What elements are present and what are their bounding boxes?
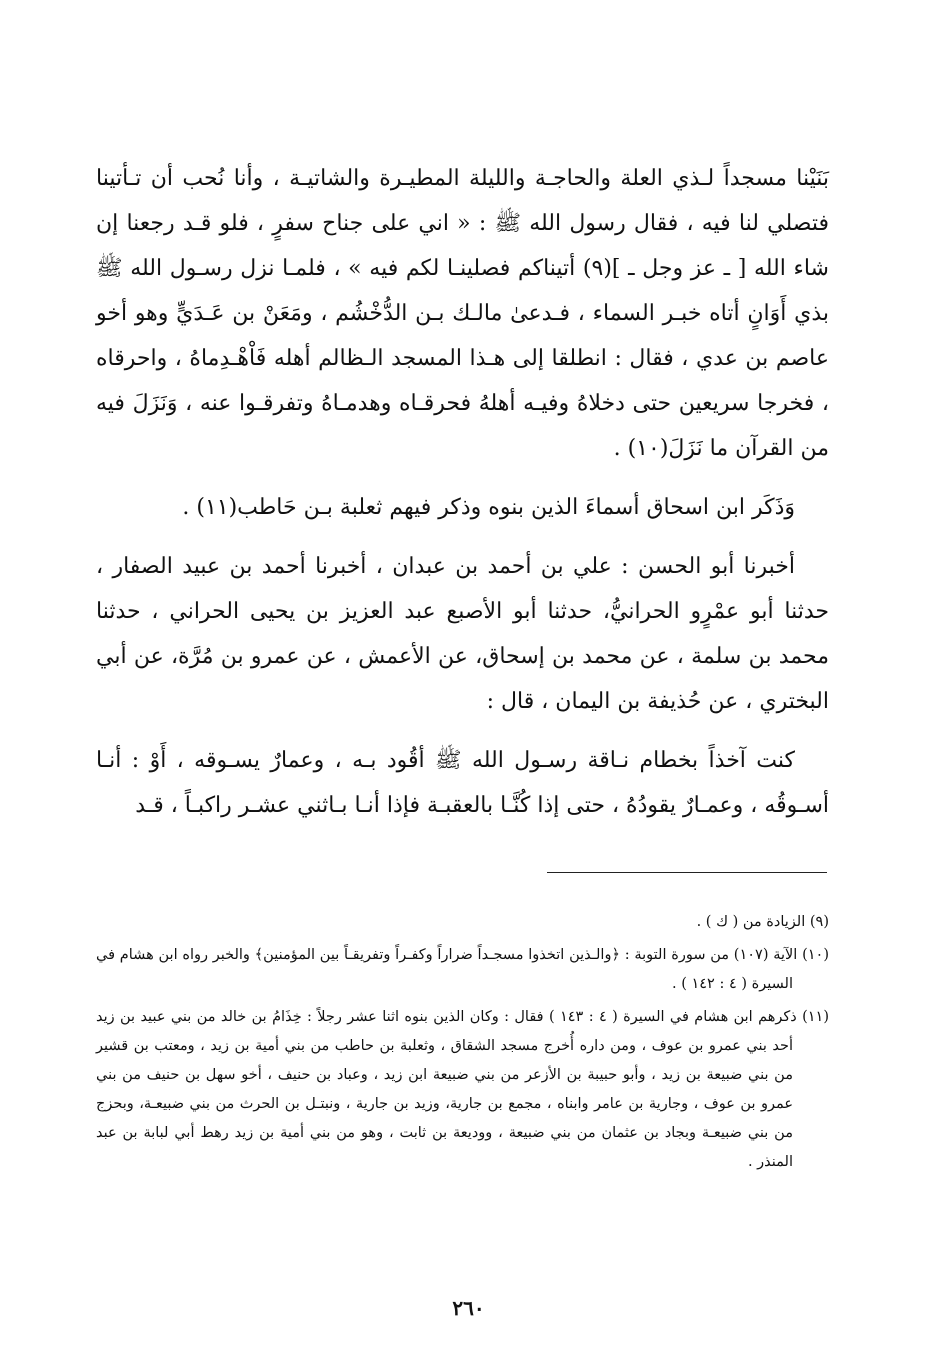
footnotes: [96, 908, 829, 1177]
paragraph-1: بَنَيْنا مسجداً لـذي العلة والحاجـة والليلة المطيـرة والشاتيـة ، وأنا نُحب أن تـأتينا فتصلي لنا فيه ، فقال رسول الله ﷺ : « اني على جناح سفرٍ ، فلو قـد رجعنا إن شاء الله [ ـ عز وجل ـ ](٩) أتيناكم فصلينـا لكم فيه » ، فلمـا نزل رسـول الله ﷺ بذي أَوَانٍ أتاه خبـر السماء ، فـدعىٰ مالـك بـن الدُّخْشُم ، ومَعَنْ بن عَـدَيٍّ وهو أخو عاصم بن عدي ، فقال : انطلقا إلى هـذا المسجد الـظالم أهله فَاْهْـدِماهُ ، واحرقاه ، فخرجا سريعين حتى دخلاهُ وفيـه أهلهُ فحرقـاه وهدمـاهُ وتفرقـوا عنه ، وَنَزَلَ فيه من القرآن ما نَزَلَ(١٠) .: [96, 166, 829, 461]
paragraph-4: كنت آخذاً بخطام نـاقة رسـول الله ﷺ أقُود بـه ، وعمارٌ يسـوقه ، أَوْ : أنـا أسـوقُه ، وعمـارٌ يقودُهُ ، حتى إذا كُنَّـا بالعقبـة فإذا أنـا بـاثني عشـر راكبـاً ، قـد: [96, 748, 829, 818]
paragraph-2: وَذَكَر ابن اسحاق أسماءَ الذين بنوه وذكر فيهم ثعلبة بـن حَاطب(١١) .: [182, 495, 795, 520]
main-text: [96, 156, 829, 828]
page-number: ٢٦٠: [452, 1296, 485, 1320]
footnote-separator: [547, 872, 827, 873]
footnote-9: (٩) الزيادة من ( ك ) .: [696, 914, 829, 930]
paragraph-3: أخبرنا أبو الحسن : علي بن أحمد بن عبدان ، أخبرنا أحمد بن عبيد الصفار ، حدثنا أبو عمْرٍو الحرانيُّ، حدثنا أبو الأصبع عبد العزيز بن يحيى الحراني ، حدثنا محمد بن سلمة ، عن محمد بن إسحاق، عن الأعمش ، عن عمرو بن مُرَّة، عن أبي البختري ، عن حُذيفة بن اليمان ، قال :: [96, 554, 829, 714]
footnote-10: (١٠) الآية (١٠٧) من سورة التوبة : ﴿والـذين اتخذوا مسجـداً ضراراً وكفـراً وتفريقـاً بين المؤمنين﴾ والخبر رواه ابن هشام في السيرة ( ٤ : ١٤٢ ) .: [96, 947, 829, 992]
footnote-11: (١١) ذكرهم ابن هشام في السيرة ( ٤ : ١٤٣ ) فقال : وكان الذين بنوه اثنا عشر رجلاً : خِذَامُ بن خالد من بني عبيد بن زيد أحد بني عمرو بن عوف ، ومن داره أُخرج مسجد الشقاق ، وثعلبة بن حاطب من بني أمية بن زيد ، ومعتب بن قشير من بني ضبيعة بن زيد ، وأبو حبيبة بن الأزعر من بني ضبيعة ابن زيد ، وعباد بن حنيف ، أخو سهل بن حنيف من بني عمرو بن عوف ، وجارية بن عامر وابناه ، مجمع بن جارية، وزيد بن جارية ، ونبتـل بن الحرث من بني ضبيعـة، وبحزج من بني ضبيعـة وبجاد بن عثمان من بني ضبيعة ، ووديعة بن ثابت ، وهو من بني أمية بن زيد رهط أبي لبابة بن عبد المنذر .: [96, 1009, 830, 1170]
